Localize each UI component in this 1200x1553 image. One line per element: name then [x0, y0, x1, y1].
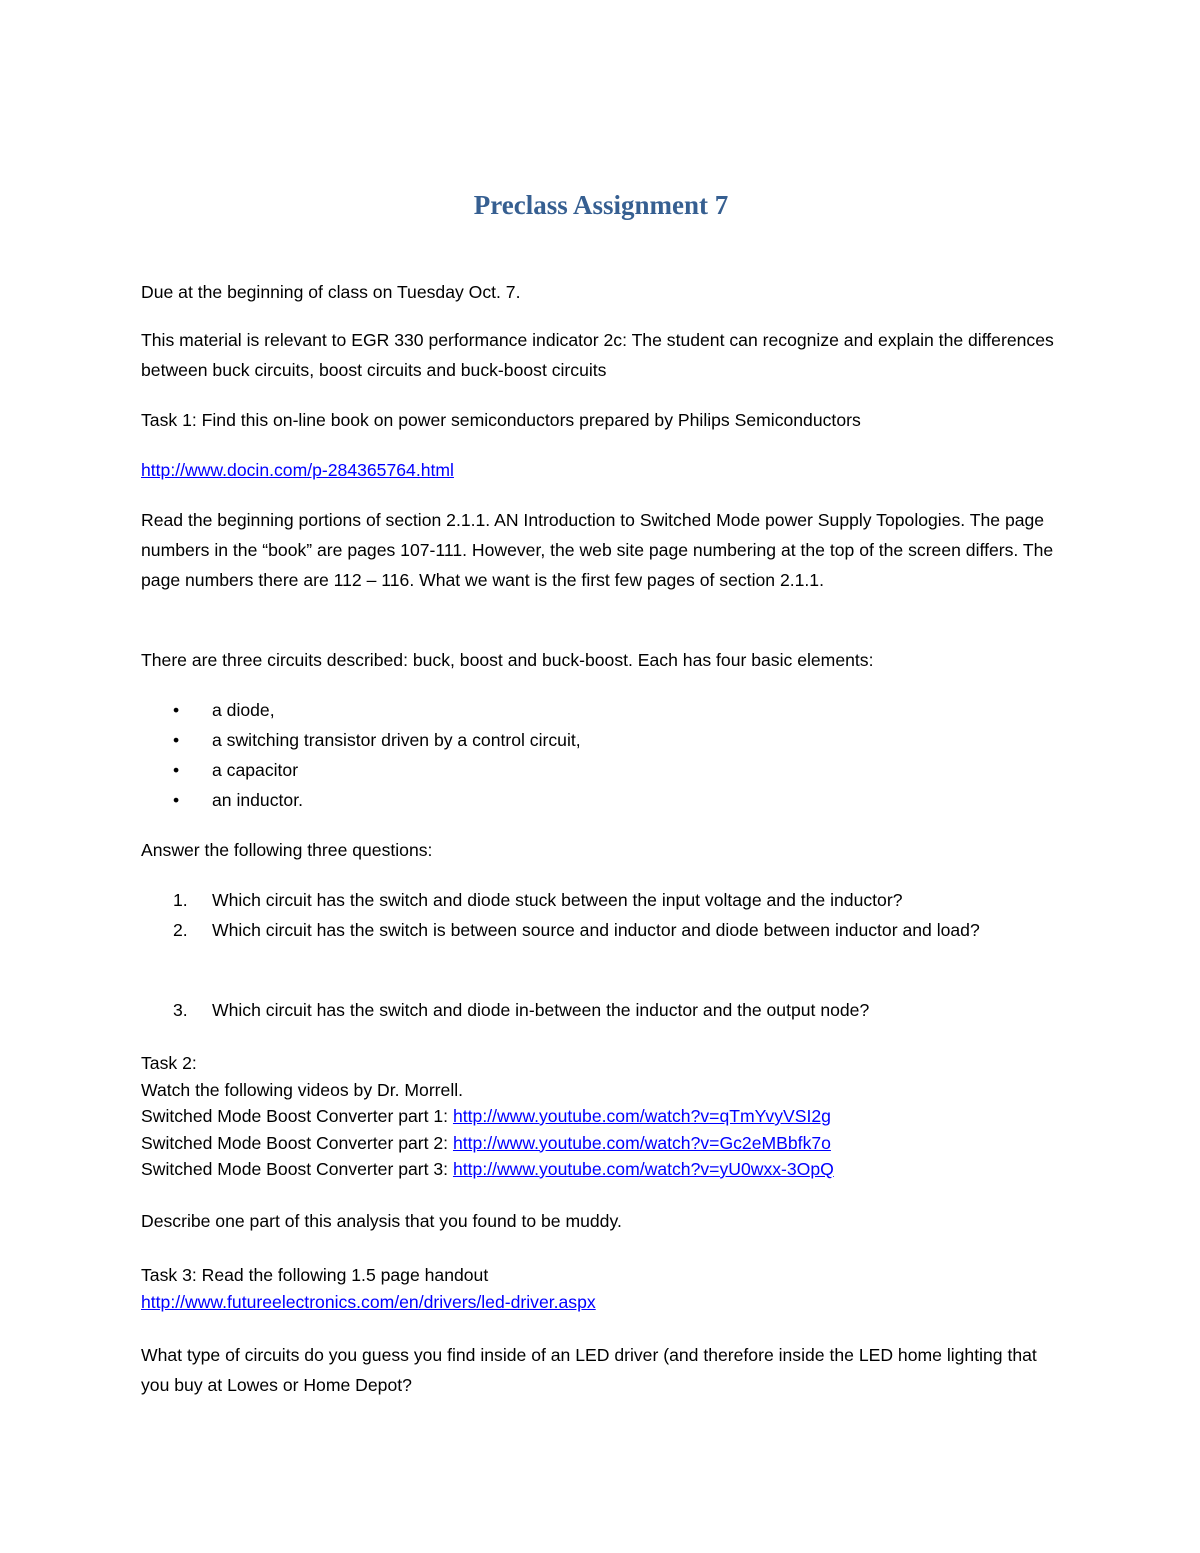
- relevance-paragraph: This material is relevant to EGR 330 performance indicator 2c: The student can recognize and explain the differences between buck circuits, boost circuits and buck-boost circuits: [141, 330, 1054, 380]
- describe-muddy-text: Describe one part of this analysis that you found to be muddy.: [141, 1211, 622, 1231]
- task3-intro: Task 3: Read the following 1.5 page handout: [141, 1265, 489, 1285]
- video-part1-link[interactable]: http://www.youtube.com/watch?v=qTmYvyVSI2g: [452, 1106, 831, 1126]
- circuits-paragraph: There are three circuits described: buck, boost and buck-boost. Each has four basic elements:: [141, 650, 874, 670]
- video-line: Switched Mode Boost Converter part 3: http://www.youtube.com/watch?v=yU0wxx-3OpQ: [141, 1159, 834, 1179]
- task3-question: What type of circuits do you guess you find inside of an LED driver (and therefore inside the LED home lighting that you buy at Lowes or Home Depot?: [141, 1345, 1037, 1395]
- bullet-icon: •: [173, 700, 180, 720]
- task1-link-line: [141, 455, 1061, 485]
- led-driver-link[interactable]: http://www.futureelectronics.com/en/drivers/led-driver.aspx: [141, 1291, 596, 1312]
- bullet-icon: •: [173, 790, 180, 810]
- task2-heading: Task 2:: [141, 1053, 197, 1073]
- video-part2-link[interactable]: http://www.youtube.com/watch?v=Gc2eMBbfk7o: [452, 1132, 831, 1153]
- due-date-text: Due at the beginning of class on Tuesday Oct. 7.: [141, 282, 521, 302]
- docin-book-link[interactable]: http://www.docin.com/p-284365764.html: [141, 460, 454, 480]
- task3-block: [141, 1262, 1061, 1315]
- task2-intro: Watch the following videos by Dr. Morrell.: [141, 1079, 464, 1100]
- answer-intro: Answer the following three questions:: [141, 840, 433, 860]
- task2-block: [141, 1050, 1061, 1183]
- video-line: Switched Mode Boost Converter part 1: http://www.youtube.com/watch?v=qTmYvyVSI2g: [141, 1106, 831, 1126]
- page-title: Preclass Assignment 7: [473, 190, 729, 220]
- video-part3-link[interactable]: http://www.youtube.com/watch?v=yU0wxx-3OpQ: [452, 1159, 834, 1179]
- bullet-icon: •: [173, 760, 180, 780]
- task1-intro: Task 1: Find this on-line book on power semiconductors prepared by Philips Semiconductors: [141, 410, 861, 430]
- video-line: Switched Mode Boost Converter part 2: http://www.youtube.com/watch?v=Gc2eMBbfk7o: [141, 1132, 831, 1153]
- task1-read-paragraph: Read the beginning portions of section 2.1.1. AN Introduction to Switched Mode power Supply Topologies. The page numbers in the “book” are pages 107-111. However, the web site page numbering at the top of the screen differs. The page numbers there are 112 – 116. What we want is the first few pages of section 2.1.1.: [141, 510, 1054, 590]
- bullet-icon: •: [173, 730, 180, 750]
